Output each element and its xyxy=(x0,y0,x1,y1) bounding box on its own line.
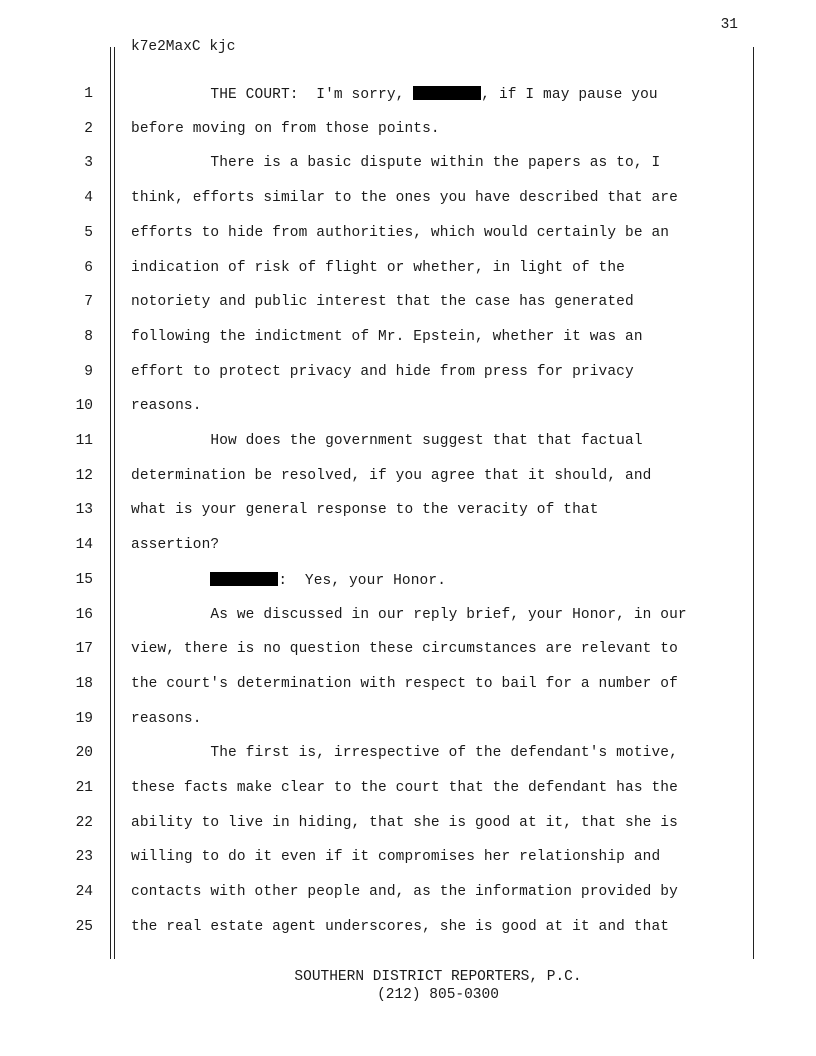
transcript-line xyxy=(131,641,678,657)
transcript-line xyxy=(131,225,669,241)
line-text-segment: reasons. xyxy=(131,398,202,414)
transcript-line xyxy=(131,849,660,865)
transcript-line xyxy=(131,121,440,137)
transcript-line xyxy=(131,190,678,206)
line-number: 1 xyxy=(84,86,93,102)
line-number: 16 xyxy=(75,607,93,623)
line-text-segment: indication of risk of flight or whether, in light of the xyxy=(131,260,625,276)
line-number: 10 xyxy=(75,398,93,414)
line-number: 14 xyxy=(75,537,93,553)
line-text-segment: think, efforts similar to the ones you have described that are xyxy=(131,190,678,206)
line-number: 7 xyxy=(84,294,93,310)
line-number: 4 xyxy=(84,190,93,206)
line-number: 11 xyxy=(75,433,93,449)
line-text-segment: willing to do it even if it compromises her relationship and xyxy=(131,849,661,865)
line-text-segment: contacts with other people and, as the information provided by xyxy=(131,884,678,900)
right-margin-rule xyxy=(753,47,754,959)
line-text-segment: How does the government suggest that that factual xyxy=(131,433,643,449)
left-margin-rule xyxy=(110,47,111,959)
line-text-segment: view, there is no question these circumstances are relevant to xyxy=(131,641,678,657)
line-text-segment: There is a basic dispute within the papers as to, I xyxy=(131,155,661,171)
transcript-line xyxy=(131,572,446,589)
transcript-line xyxy=(131,294,634,310)
transcript-line xyxy=(131,780,678,796)
line-number: 2 xyxy=(84,121,93,137)
line-number: 15 xyxy=(75,572,93,588)
line-text-segment: efforts to hide from authorities, which would certainly be an xyxy=(131,225,670,241)
line-text-segment: the court's determination with respect to bail for a number of xyxy=(131,676,678,692)
transcript-line xyxy=(131,398,202,414)
line-number: 18 xyxy=(75,676,93,692)
transcript-line xyxy=(131,86,658,103)
redaction-block xyxy=(210,572,278,586)
line-number: 20 xyxy=(75,745,93,761)
transcript-line xyxy=(131,468,651,484)
transcript-line xyxy=(131,676,678,692)
line-number: 5 xyxy=(84,225,93,241)
transcript-line xyxy=(131,745,678,761)
transcript-line xyxy=(131,260,625,276)
line-text-segment: notoriety and public interest that the case has generated xyxy=(131,294,634,310)
redaction-block xyxy=(413,86,481,100)
line-text-segment: ability to live in hiding, that she is good at it, that she is xyxy=(131,815,678,831)
header-code: k7e2MaxC kjc xyxy=(131,39,236,55)
transcript-line xyxy=(131,329,643,345)
transcript-line xyxy=(131,919,669,935)
line-text-segment: THE COURT: I'm sorry, xyxy=(131,87,414,103)
footer xyxy=(0,968,816,1004)
line-text-segment: assertion? xyxy=(131,537,220,553)
transcript-line xyxy=(131,433,643,449)
line-number: 19 xyxy=(75,711,93,727)
transcript-line xyxy=(131,502,599,518)
line-text-segment: effort to protect privacy and hide from press for privacy xyxy=(131,364,634,380)
line-number: 17 xyxy=(75,641,93,657)
transcript-line xyxy=(131,815,678,831)
transcript-line xyxy=(131,711,202,727)
line-number: 8 xyxy=(84,329,93,345)
line-text-segment: : Yes, your Honor. xyxy=(278,573,447,589)
page-number: 31 xyxy=(720,17,738,33)
line-number: 6 xyxy=(84,260,93,276)
line-text-segment: , if I may pause you xyxy=(481,87,658,103)
line-text-segment xyxy=(131,573,210,589)
line-number: 24 xyxy=(75,884,93,900)
line-text-segment: following the indictment of Mr. Epstein, whether it was an xyxy=(131,329,643,345)
line-text-segment: determination be resolved, if you agree that it should, and xyxy=(131,468,652,484)
line-number: 25 xyxy=(75,919,93,935)
reporter-name: SOUTHERN DISTRICT REPORTERS, P.C. xyxy=(294,969,582,985)
transcript-line xyxy=(131,364,634,380)
transcript-line xyxy=(131,155,660,171)
line-text-segment: As we discussed in our reply brief, your Honor, in our xyxy=(131,607,687,623)
transcript-line xyxy=(131,884,678,900)
line-number: 12 xyxy=(75,468,93,484)
line-number: 9 xyxy=(84,364,93,380)
transcript-line xyxy=(131,537,219,553)
transcript-line xyxy=(131,607,687,623)
line-number: 13 xyxy=(75,502,93,518)
line-text-segment: these facts make clear to the court that the defendant has the xyxy=(131,780,678,796)
left-margin-rule-inner xyxy=(114,47,115,959)
line-number: 3 xyxy=(84,155,93,171)
line-text-segment: The first is, irrespective of the defendant's motive, xyxy=(131,745,678,761)
line-number: 22 xyxy=(75,815,93,831)
line-text-segment: before moving on from those points. xyxy=(131,121,440,137)
line-text-segment: what is your general response to the veracity of that xyxy=(131,502,599,518)
line-number: 23 xyxy=(75,849,93,865)
line-text-segment: the real estate agent underscores, she is good at it and that xyxy=(131,919,670,935)
reporter-phone: (212) 805-0300 xyxy=(377,987,499,1003)
line-text-segment: reasons. xyxy=(131,711,202,727)
line-number: 21 xyxy=(75,780,93,796)
